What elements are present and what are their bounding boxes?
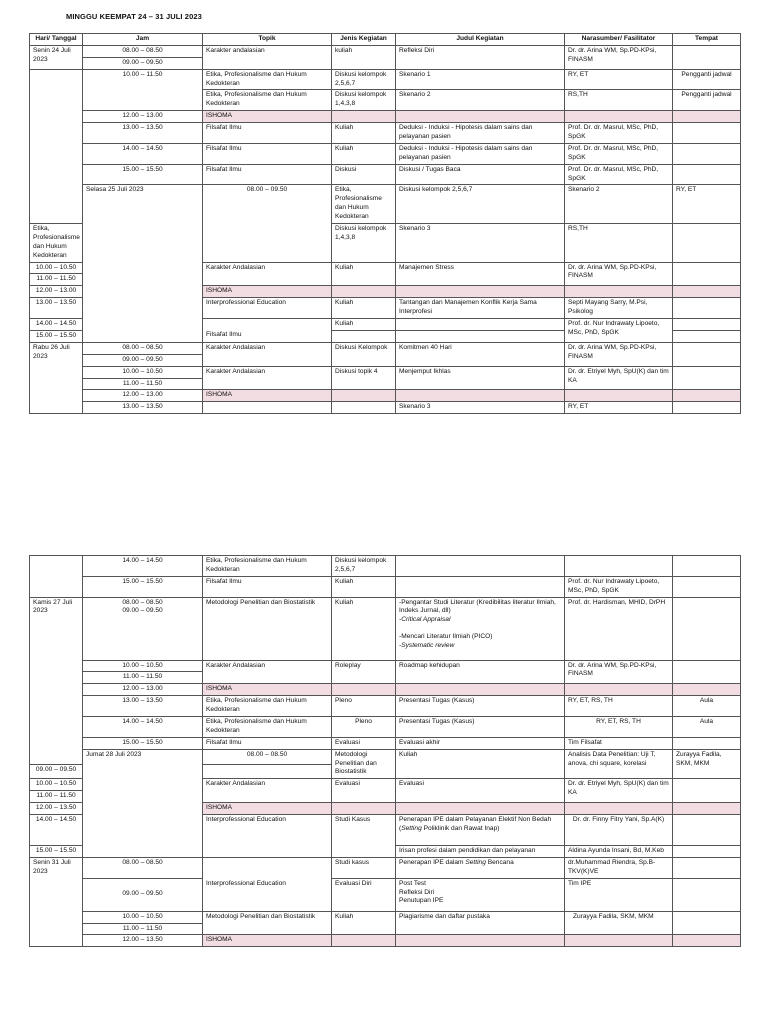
type-cell: Studi Kasus	[332, 815, 396, 858]
type-cell: Kuliah	[332, 319, 396, 331]
time-cell: 13.00 – 13.50	[83, 123, 203, 144]
topic-cell: Karakter Andalasian	[203, 366, 332, 390]
activity-cell: Menjemput Ikhlas	[396, 366, 565, 390]
type-cell: Diskusi kelompok 2,5,6,7	[332, 69, 396, 90]
activity-cell: Presentasi Tugas (Kasus)	[396, 696, 565, 717]
speaker-cell: RY, ET, RS, TH	[565, 717, 673, 738]
speaker-cell: Zurayya Fadila, SKM, MKM	[565, 911, 673, 935]
table-row	[30, 45, 741, 57]
activity-cell: Refleksi Diri	[396, 45, 565, 69]
type-cell: Kuliah	[332, 911, 396, 935]
activity-cell: Skenario 3	[396, 402, 565, 414]
type-cell: Diskusi kelompok 1,4,3,8	[332, 90, 396, 111]
topic-cell: Metodologi Penelitian dan Biostatistik	[203, 597, 332, 660]
time-cell: 15.00 – 15.50	[30, 330, 83, 342]
activity-line: -Mencari Literatur Ilmiah (PICO)	[399, 633, 493, 641]
time-cell: 15.00 – 15.50	[83, 576, 203, 597]
place-cell: Aula	[673, 717, 741, 738]
activity-cell: Penerapan IPE dalam Pelayanan Elektif Non Bedah (Setting Poliklinik dan Rawat Inap)	[396, 815, 565, 846]
activity-cell: Deduksi - Induksi - Hipotesis dalam sains dan pelayanan pasien	[396, 123, 565, 144]
header-jenis: Jenis Kegiatan	[332, 34, 396, 46]
activity-line: -Systematic review	[399, 642, 455, 650]
time-line: 09.00 – 09.50	[122, 607, 163, 615]
table-row	[30, 717, 741, 738]
time-cell: 11.00 – 11.50	[30, 791, 83, 803]
time-cell: 12.00 – 13.00	[83, 684, 203, 696]
time-cell: 09.00 – 09.50	[30, 764, 83, 779]
time-cell: 10.00 – 10.50	[83, 660, 203, 672]
topic-cell: Metodologi Penelitian dan Biostatistik	[203, 911, 332, 935]
table-row	[30, 749, 741, 764]
day-cell: Selasa 25 Juli 2023	[83, 185, 203, 342]
time-cell: 10.00 – 11.50	[83, 69, 203, 111]
topic-cell: Karakter Andalasian	[203, 342, 332, 366]
topic-cell: Interprofessional Education	[203, 857, 332, 911]
type-cell: Evaluasi	[332, 779, 396, 803]
place-cell	[673, 45, 741, 69]
time-cell: 14.00 – 14.50	[30, 319, 83, 331]
type-cell: Kuliah	[332, 143, 396, 164]
topic-cell: Filsafat Ilmu	[203, 164, 332, 185]
time-cell: 13.00 – 13.50	[83, 402, 203, 414]
page-title: MINGGU KEEMPAT 24 – 31 JULI 2023	[66, 12, 202, 21]
activity-cell: Evaluasi akhir	[396, 737, 565, 749]
table-row	[30, 878, 741, 911]
header-jam: Jam	[83, 34, 203, 46]
day-cell: Jumat 28 Juli 2023	[83, 749, 203, 857]
time-cell: 14.00 – 14.50	[83, 143, 203, 164]
ishoma-cell: ISHOMA	[203, 111, 332, 123]
table-row	[30, 185, 741, 224]
type-cell: kuliah	[332, 45, 396, 69]
type-cell: Diskusi kelompok 1,4,3,8	[332, 224, 396, 263]
table-row	[30, 69, 741, 90]
activity-cell: Presentasi Tugas (Kasus)	[396, 717, 565, 738]
table-row	[30, 342, 741, 354]
activity-cell: Analisis Data Penelitian: Uji T, anova, chi square, korelasi	[565, 749, 673, 779]
topic-cell: Etika, Profesionalisme dan Hukum Kedokteran	[203, 90, 332, 111]
table-row	[30, 111, 741, 123]
speaker-cell: Aldina Ayunda Insani, Bd, M.Keb	[565, 846, 673, 858]
day-cell: Kamis 27 Juli 2023	[30, 597, 83, 764]
header-tempat: Tempat	[673, 34, 741, 46]
ishoma-cell: ISHOMA	[203, 935, 332, 947]
time-cell: 11.00 – 11.50	[83, 378, 203, 390]
speaker-cell: dr.Muhammad Riendra, Sp.B-TKV(K)VE	[565, 857, 673, 878]
ishoma-cell: ISHOMA	[203, 803, 332, 815]
header-topik: Topik	[203, 34, 332, 46]
topic-cell: Etika, Profesionalisme dan Hukum Kedokteran	[332, 185, 396, 224]
speaker-cell: RY, ET, RS, TH	[565, 696, 673, 717]
activity-cell	[396, 878, 565, 911]
time-cell: 14.00 – 14.50	[83, 556, 203, 577]
time-cell: 11.00 – 11.50	[83, 672, 203, 684]
activity-cell: Irisan profesi dalam pendidikan dan pelayanan	[396, 846, 565, 858]
day-cell	[30, 556, 83, 598]
table-row	[30, 390, 741, 402]
activity-cell: Tantangan dan Manajemen Konflik Kerja Sama Interprofesi	[396, 298, 565, 319]
speaker-cell: Dr. dr. Arina WM, Sp.PD-KPsi, FINASM	[565, 45, 673, 69]
topic-cell: Etika, Profesionalisme dan Hukum Kedokteran	[203, 696, 332, 717]
day-cell: Rabu 26 Juli 2023	[30, 342, 83, 413]
time-cell: 08.00 – 08.50	[203, 749, 332, 764]
topic-cell: Karakter Andalasian	[203, 262, 332, 286]
time-cell: 11.00 – 11.50	[30, 274, 83, 286]
speaker-cell: Dr. dr. Etriyel Myh, SpU(K) dan tim KA	[565, 779, 673, 803]
table-row	[30, 935, 741, 947]
time-line: 08.00 – 08.50	[122, 598, 163, 606]
type-cell: Pleno	[332, 696, 396, 717]
activity-cell: Skenario 1	[396, 69, 565, 90]
topic-cell: Karakter Andalasian	[203, 779, 332, 803]
activity-cell: Evaluasi	[396, 779, 565, 803]
activity-cell: Deduksi - Induksi - Hipotesis dalam sains dan pelayanan pasien	[396, 143, 565, 164]
activity-line: Refleksi Diri	[399, 888, 435, 896]
time-cell: 08.00 – 08.50	[83, 342, 203, 354]
speaker-cell: Prof. dr. Nur Indrawaty Lipoeto, MSc, PhD, SpGK	[565, 319, 673, 343]
table-row	[30, 857, 741, 878]
time-cell: 08.00 – 09.50	[203, 185, 332, 262]
speaker-cell: RY, ET	[565, 402, 673, 414]
topic-cell: Filsafat Ilmu	[203, 737, 332, 749]
header-judul: Judul Kegiatan	[396, 34, 565, 46]
topic-cell: Etika, Profesionalisme dan Hukum Kedokteran	[203, 717, 332, 738]
topic-cell: Metodologi Penelitian dan Biostatistik	[332, 749, 396, 779]
time-cell: 12.00 – 13.50	[30, 803, 83, 815]
activity-line: Penutupan IPE	[399, 897, 444, 905]
topic-cell: Etika, Profesionalisme dan Hukum Kedokteran	[203, 556, 332, 577]
day-cell: Senin 31 Juli 2023	[30, 857, 83, 946]
place-cell: Pengganti jadwal	[673, 90, 741, 111]
type-cell: Kuliah	[332, 262, 396, 286]
place-cell: Aula	[673, 696, 741, 717]
activity-cell: Plagiarisme dan daftar pustaka	[396, 911, 565, 935]
type-cell: Diskusi topik 4	[332, 366, 396, 390]
activity-cell: Skenario 3	[396, 224, 565, 263]
speaker-cell: Dr. dr. Arina WM, Sp.PD-KPsi, FINASM	[565, 342, 673, 366]
speaker-cell: Tim IPE	[565, 878, 673, 911]
table-row	[30, 684, 741, 696]
type-cell: Diskusi Kelompok	[332, 342, 396, 366]
topic-cell: Interprofessional Education	[203, 298, 332, 319]
topic-cell: Etika, Profesionalisme dan Hukum Kedokteran	[203, 69, 332, 90]
topic-cell: Karakter andalasian	[203, 45, 332, 69]
table-row	[30, 164, 741, 185]
header-narasumber: Narasumber/ Fasilitator	[565, 34, 673, 46]
speaker-cell: Dr. dr. Arina WM, Sp.PD-KPsi, FINASM	[565, 660, 673, 684]
speaker-cell: RS,TH	[565, 90, 673, 111]
speaker-cell: Tim Filsafat	[565, 737, 673, 749]
topic-cell: Etika, Profesionalisme dan Hukum Kedokteran	[30, 224, 83, 263]
time-cell: 12.00 – 13.00	[83, 390, 203, 402]
day-cell: Senin 24 Juli 2023	[30, 45, 83, 69]
table-header-row	[30, 34, 741, 46]
time-cell: 09.00 – 09.50	[83, 57, 203, 69]
speaker-cell: Prof. Dr. dr. Masrul, MSc, PhD, SpGK	[565, 164, 673, 185]
time-cell: 08.00 – 08.50	[83, 857, 203, 878]
type-cell: Roleplay	[332, 660, 396, 684]
speaker-cell: Prof. Dr. dr. Masrul, MSc, PhD, SpGK	[565, 123, 673, 144]
time-cell: 13.00 – 13.50	[83, 696, 203, 717]
type-cell: Kuliah	[396, 749, 565, 779]
type-cell: Diskusi kelompok 2,5,6,7	[396, 185, 565, 224]
table-row	[30, 556, 741, 577]
time-cell: 14.00 – 14.50	[30, 815, 83, 846]
topic-cell: Filsafat Ilmu	[203, 330, 332, 342]
time-cell: 13.00 – 13.50	[30, 298, 83, 319]
ishoma-cell: ISHOMA	[203, 684, 332, 696]
speaker-cell: Prof. dr. Nur Indrawaty Lipoeto, MSc, PhD, SpGK	[565, 576, 673, 597]
speaker-cell: Prof. dr. Hardisman, MHID, DrPH	[565, 597, 673, 660]
type-cell: Studi kasus	[332, 857, 396, 878]
table-row	[30, 737, 741, 749]
header-hari: Hari/ Tanggal	[30, 34, 83, 46]
schedule-table-part-2	[29, 555, 741, 947]
table-row	[30, 123, 741, 144]
type-cell: Kuliah	[332, 123, 396, 144]
activity-cell	[396, 597, 565, 660]
activity-cell: Komitmen 40 Hari	[396, 342, 565, 366]
time-cell: 09.00 – 09.50	[83, 878, 203, 911]
speaker-cell: Dr. dr. Arina WM, Sp.PD-KPsi, FINASM	[565, 262, 673, 286]
type-cell: Diskusi	[332, 164, 396, 185]
time-cell: 09.00 – 09.50	[83, 354, 203, 366]
activity-cell: Diskusi / Tugas Baca	[396, 164, 565, 185]
activity-cell: Skenario 2	[396, 90, 565, 111]
time-cell: 12.00 – 13.00	[30, 286, 83, 298]
time-cell	[83, 597, 203, 660]
type-cell: Kuliah	[332, 298, 396, 319]
speaker-cell: Dr. dr. Etriyel Myh, SpU(K) dan tim KA	[565, 366, 673, 390]
activity-line: Post Test	[399, 879, 426, 887]
topic-cell: Filsafat Ilmu	[203, 143, 332, 164]
speaker-cell: Zurayya Fadila, SKM, MKM	[673, 749, 741, 779]
activity-cell: Roadmap kehidupan	[396, 660, 565, 684]
type-cell: Diskusi kelompok 2,5,6,7	[332, 556, 396, 577]
time-cell: 15.00 – 15.50	[30, 846, 83, 858]
ishoma-cell: ISHOMA	[203, 390, 332, 402]
time-cell: 10.00 – 10.50	[83, 911, 203, 923]
speaker-cell: RS,TH	[565, 224, 673, 263]
time-cell: 12.00 – 13.00	[83, 111, 203, 123]
speaker-cell: Septi Mayang Sarry, M.Psi, Psikolog	[565, 298, 673, 319]
time-cell: 11.00 – 11.50	[83, 923, 203, 935]
time-cell: 14.00 – 14.50	[83, 717, 203, 738]
time-cell: 10.00 – 10.50	[30, 262, 83, 274]
type-cell: Kuliah	[332, 597, 396, 660]
time-cell: 10.00 – 10.50	[83, 366, 203, 378]
activity-cell: Manajemen Stress	[396, 262, 565, 286]
place-cell: Pengganti jadwal	[673, 69, 741, 90]
table-row	[30, 576, 741, 597]
activity-line: -Pengantar Studi Literatur (Kredibilitas literatur Ilmiah, Indeks Jurnal, dll)	[399, 598, 556, 615]
table-row	[30, 660, 741, 672]
type-cell: Kuliah	[332, 576, 396, 597]
table-row	[30, 143, 741, 164]
time-cell: 15.00 – 15.50	[83, 737, 203, 749]
table-row	[30, 911, 741, 923]
type-cell: Evaluasi	[332, 737, 396, 749]
speaker-cell: RY, ET	[673, 185, 741, 224]
speaker-cell: Prof. Dr. dr. Masrul, MSc, PhD, SpGK	[565, 143, 673, 164]
table-row	[30, 696, 741, 717]
table-row	[30, 402, 741, 414]
table-row	[30, 366, 741, 378]
topic-cell: Karakter Andalasian	[203, 660, 332, 684]
ishoma-cell: ISHOMA	[203, 286, 332, 298]
type-cell: Pleno	[332, 717, 396, 738]
table-row	[30, 597, 741, 660]
topic-cell: Interprofessional Education	[203, 815, 332, 858]
speaker-cell: RY, ET	[565, 69, 673, 90]
time-cell: 08.00 – 08.50	[83, 45, 203, 57]
topic-cell: Filsafat Ilmu	[203, 576, 332, 597]
time-cell: 15.00 – 15.50	[83, 164, 203, 185]
schedule-table-part-1	[29, 33, 741, 414]
type-cell: Evaluasi Diri	[332, 878, 396, 911]
day-cell	[30, 69, 83, 223]
activity-cell: Penerapan IPE dalam Setting Bencana	[396, 857, 565, 878]
speaker-cell: Dr. dr. Finny Fitry Yani, Sp.A(K)	[565, 815, 673, 846]
topic-cell: Filsafat Ilmu	[203, 123, 332, 144]
activity-cell: Skenario 2	[565, 185, 673, 224]
activity-line: -Critical Appraisal	[399, 616, 451, 624]
time-cell: 12.00 – 13.50	[83, 935, 203, 947]
time-cell: 10.00 – 10.50	[30, 779, 83, 791]
